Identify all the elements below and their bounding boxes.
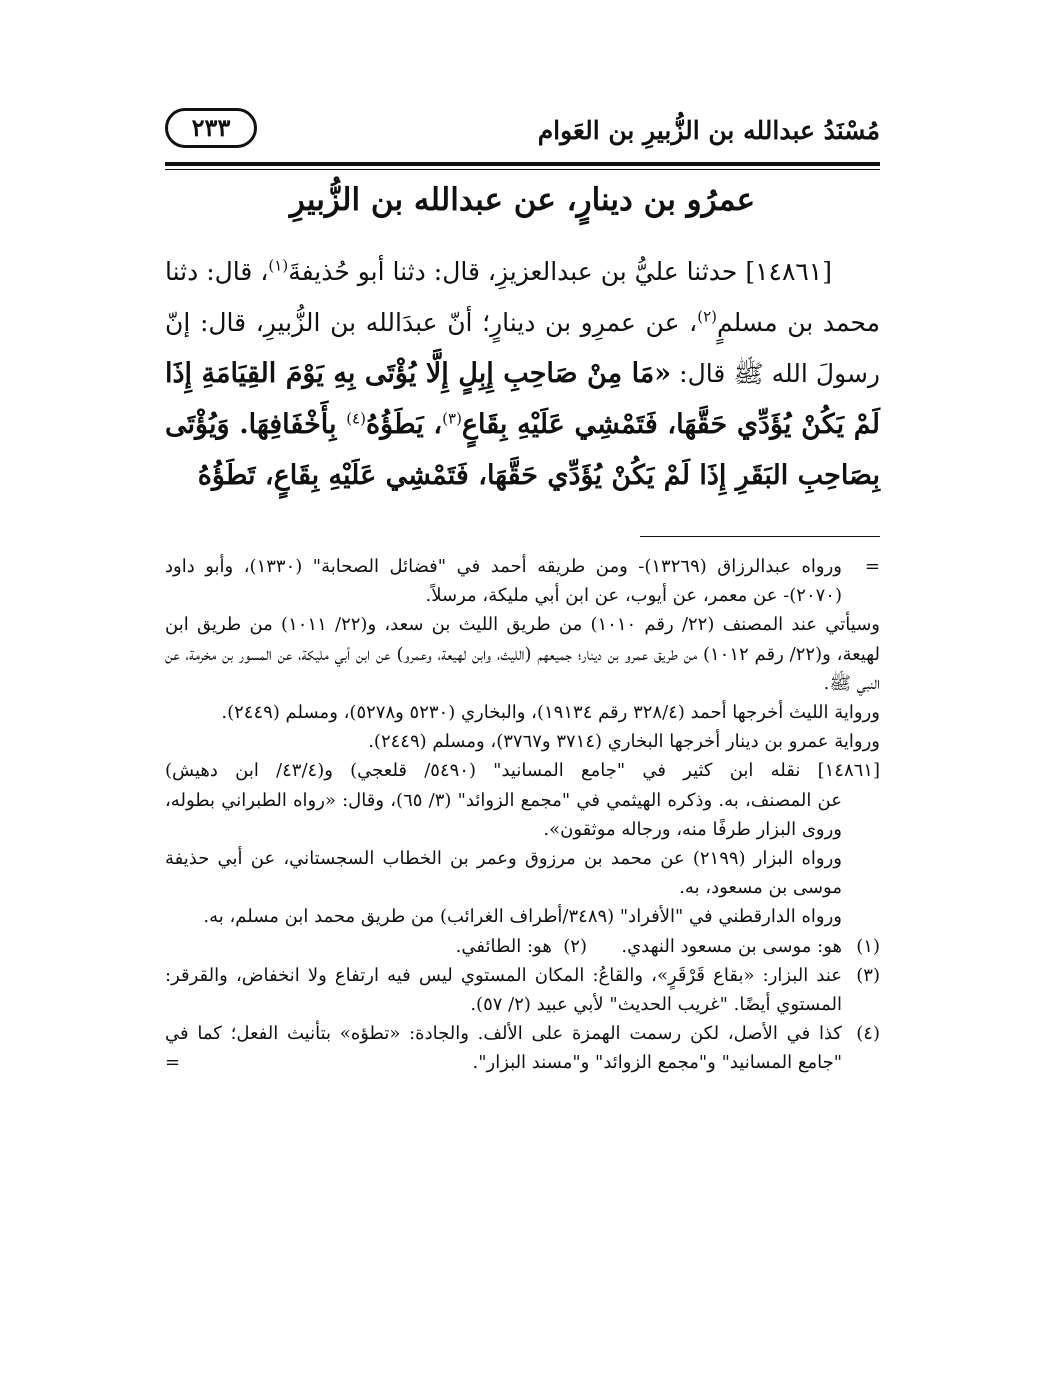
footnote-row [165, 932, 842, 961]
footnote-paragraph: ورواية الليث أخرجها أحمد (٣٢٨/٤ رقم ١٩١٣٤)، والبخاري (٥٢٣٠ و٥٢٧٨)، ومسلم (٢٤٤٩). [221, 702, 880, 724]
chapter-title: عمرُو بن دينارٍ، عن عبدالله بن الزُّبيرِ [289, 182, 756, 218]
isnad-part-1: حدثنا عليُّ بن عبدالعزيزِ، قال: دثنا أبو حُذيفةَ [288, 257, 746, 286]
continuation-marker: = [864, 556, 880, 577]
footnote-text-4: كذا في الأصل، لكن رسمت الهمزة على الألف. والجادة: «تطؤه» بتأنيث الفعل؛ كما في "جامع المسانيد" و"مجمع الزوائد" و"مسند البزار". [165, 1023, 842, 1074]
isnad-part-3: ، عن عمرِو بن دينارٍ؛ أنّ عبدَالله بن الزُّبيرِ، قال: إنّ رسولَ الله ﷺ قال: [165, 308, 881, 388]
page-header [165, 108, 880, 158]
footnote-separator [640, 536, 880, 537]
footnote-paragraph: عن المصنف، به. وذكره الهيثمي في "مجمع الزوائد" (٣/ ٦٥)، وقال: «رواه الطبراني بطوله، وروى البزار طرفًا منه، ورجاله موثقون». [165, 789, 842, 840]
footnote-marker-1: (١) [856, 935, 880, 957]
footnote-ref-2: (٢) [697, 307, 717, 326]
footnote-marker-2: (٢) [563, 935, 587, 957]
footnote-paragraph: ورواه البزار (٢١٩٩) عن محمد بن مرزوق وعمر بن الخطاب السجستاني، عن أبي حذيفة موسى بن مسعود، به. [165, 848, 842, 899]
footnote-hadith-body [165, 786, 880, 932]
hadith-text-1: «مَا مِنْ صَاحِبِ إِبِلٍ إِلَّا يُؤْتَى بِهِ يَوْمَ القِيَامَةِ إِذَا لَمْ يَكُنْ يُؤَدِّي حَقَّهَا، فَتَمْشِي عَلَيْهِ بِقَاعٍ [165, 358, 880, 440]
hadith-number: [١٤٨٦١] [745, 257, 832, 286]
footnote-continued [165, 552, 880, 610]
footnote-hadith [165, 756, 880, 931]
footnote-text-2: هو: الطائفي. [455, 935, 552, 957]
footnote-paragraph: ورواية عمرو بن دينار أخرجها البخاري (٣٧١٤ و٣٧٦٧)، ومسلم (٢٤٤٩). [368, 731, 880, 753]
main-text [165, 246, 880, 501]
footnote-hadith-first-line [165, 756, 880, 785]
footnote-text-3: عند البزار: «بقاع قَرْقَرٍ»، والقاعُ: المكان المستوي ليس فيه ارتفاع ولا انخفاض، والقرقر: المستوي أيضًا. "غريب الحديث" لأبي عبيد (٢/ ٥٧). [165, 964, 842, 1016]
page-number: ٢٣٣ [165, 108, 257, 148]
header-rule-thin [165, 169, 880, 170]
footnote-text-1: هو: موسى بن مسعود النهدي. [621, 935, 842, 957]
footnote-ref-1: (١) [268, 256, 289, 275]
footnote-ref-4: (٤) [346, 409, 366, 428]
isnad-part-2: ، قال: دثنا محمد بن مسلمٍ [165, 257, 880, 337]
footnote-hadith-marker: [١٤٨٦١] [817, 760, 880, 782]
header-rule-thick [165, 162, 880, 166]
footnote-paragraph: ورواه الدارقطني في "الأفراد" (٣٤٨٩/أطراف الغرائب) من طريق محمد ابن مسلم، به. [203, 906, 842, 928]
hadith-text-2: ، يَطَؤُهُ [365, 409, 443, 440]
footnote-4-body [165, 1019, 842, 1077]
footnote-paragraph-block [165, 610, 880, 756]
footnote-4 [165, 1019, 880, 1077]
footnote-paragraph: وسيأتي عند المصنف (٢٢/ رقم ١٠١٠) من طريق الليث بن سعد، و(٢٢/ ١٠١١) من طريق ابن لهيعة، و(٢٢/ رقم ١٠١٢) من طريق عمرو بن دينار؛ جميعهم (الليث، وابن لهيعة، وعمرو) عن ابن أبي مليكة، عن المسور بن مخرمة، عن النبي ﷺ. [165, 614, 881, 694]
footnote-marker-4: (٤) [856, 1023, 880, 1045]
footnote-ref-3: (٣) [442, 409, 462, 428]
running-title: مُسْنَدُ عبدالله بن الزُّبيرِ بن العَوام [537, 116, 880, 145]
footnote-3 [165, 961, 880, 1019]
footnote-paragraph: ورواه عبدالرزاق (١٣٢٦٩)- ومن طريقه أحمد في "فضائل الصحابة" (١٣٣٠)، وأبو داود (٢٠٧٠)- عن معمر، عن أيوب، عن ابن أبي مليكة، مرسلاً. [165, 556, 842, 607]
footnote-hadith-first: نقله ابن كثير في "جامع المسانيد" (٥٤٩٠/ قلعجي) و(٤٣/٤/ ابن دهيش) [165, 760, 801, 782]
footnotes [165, 552, 880, 1078]
continues-marker: = [165, 1052, 181, 1074]
footnote-marker-3: (٣) [856, 964, 880, 986]
footnote-1-2 [165, 932, 880, 961]
hadith-text-3: بِأَخْفَافِهَا. وَيُؤْتَى بِصَاحِبِ البَقَرِ إِذَا لَمْ يَكُنْ يُؤَدِّي حَقَّهَا، فَتَمْشِي عَلَيْهِ بِقَاعٍ، تَطَؤُهُ [165, 409, 880, 491]
